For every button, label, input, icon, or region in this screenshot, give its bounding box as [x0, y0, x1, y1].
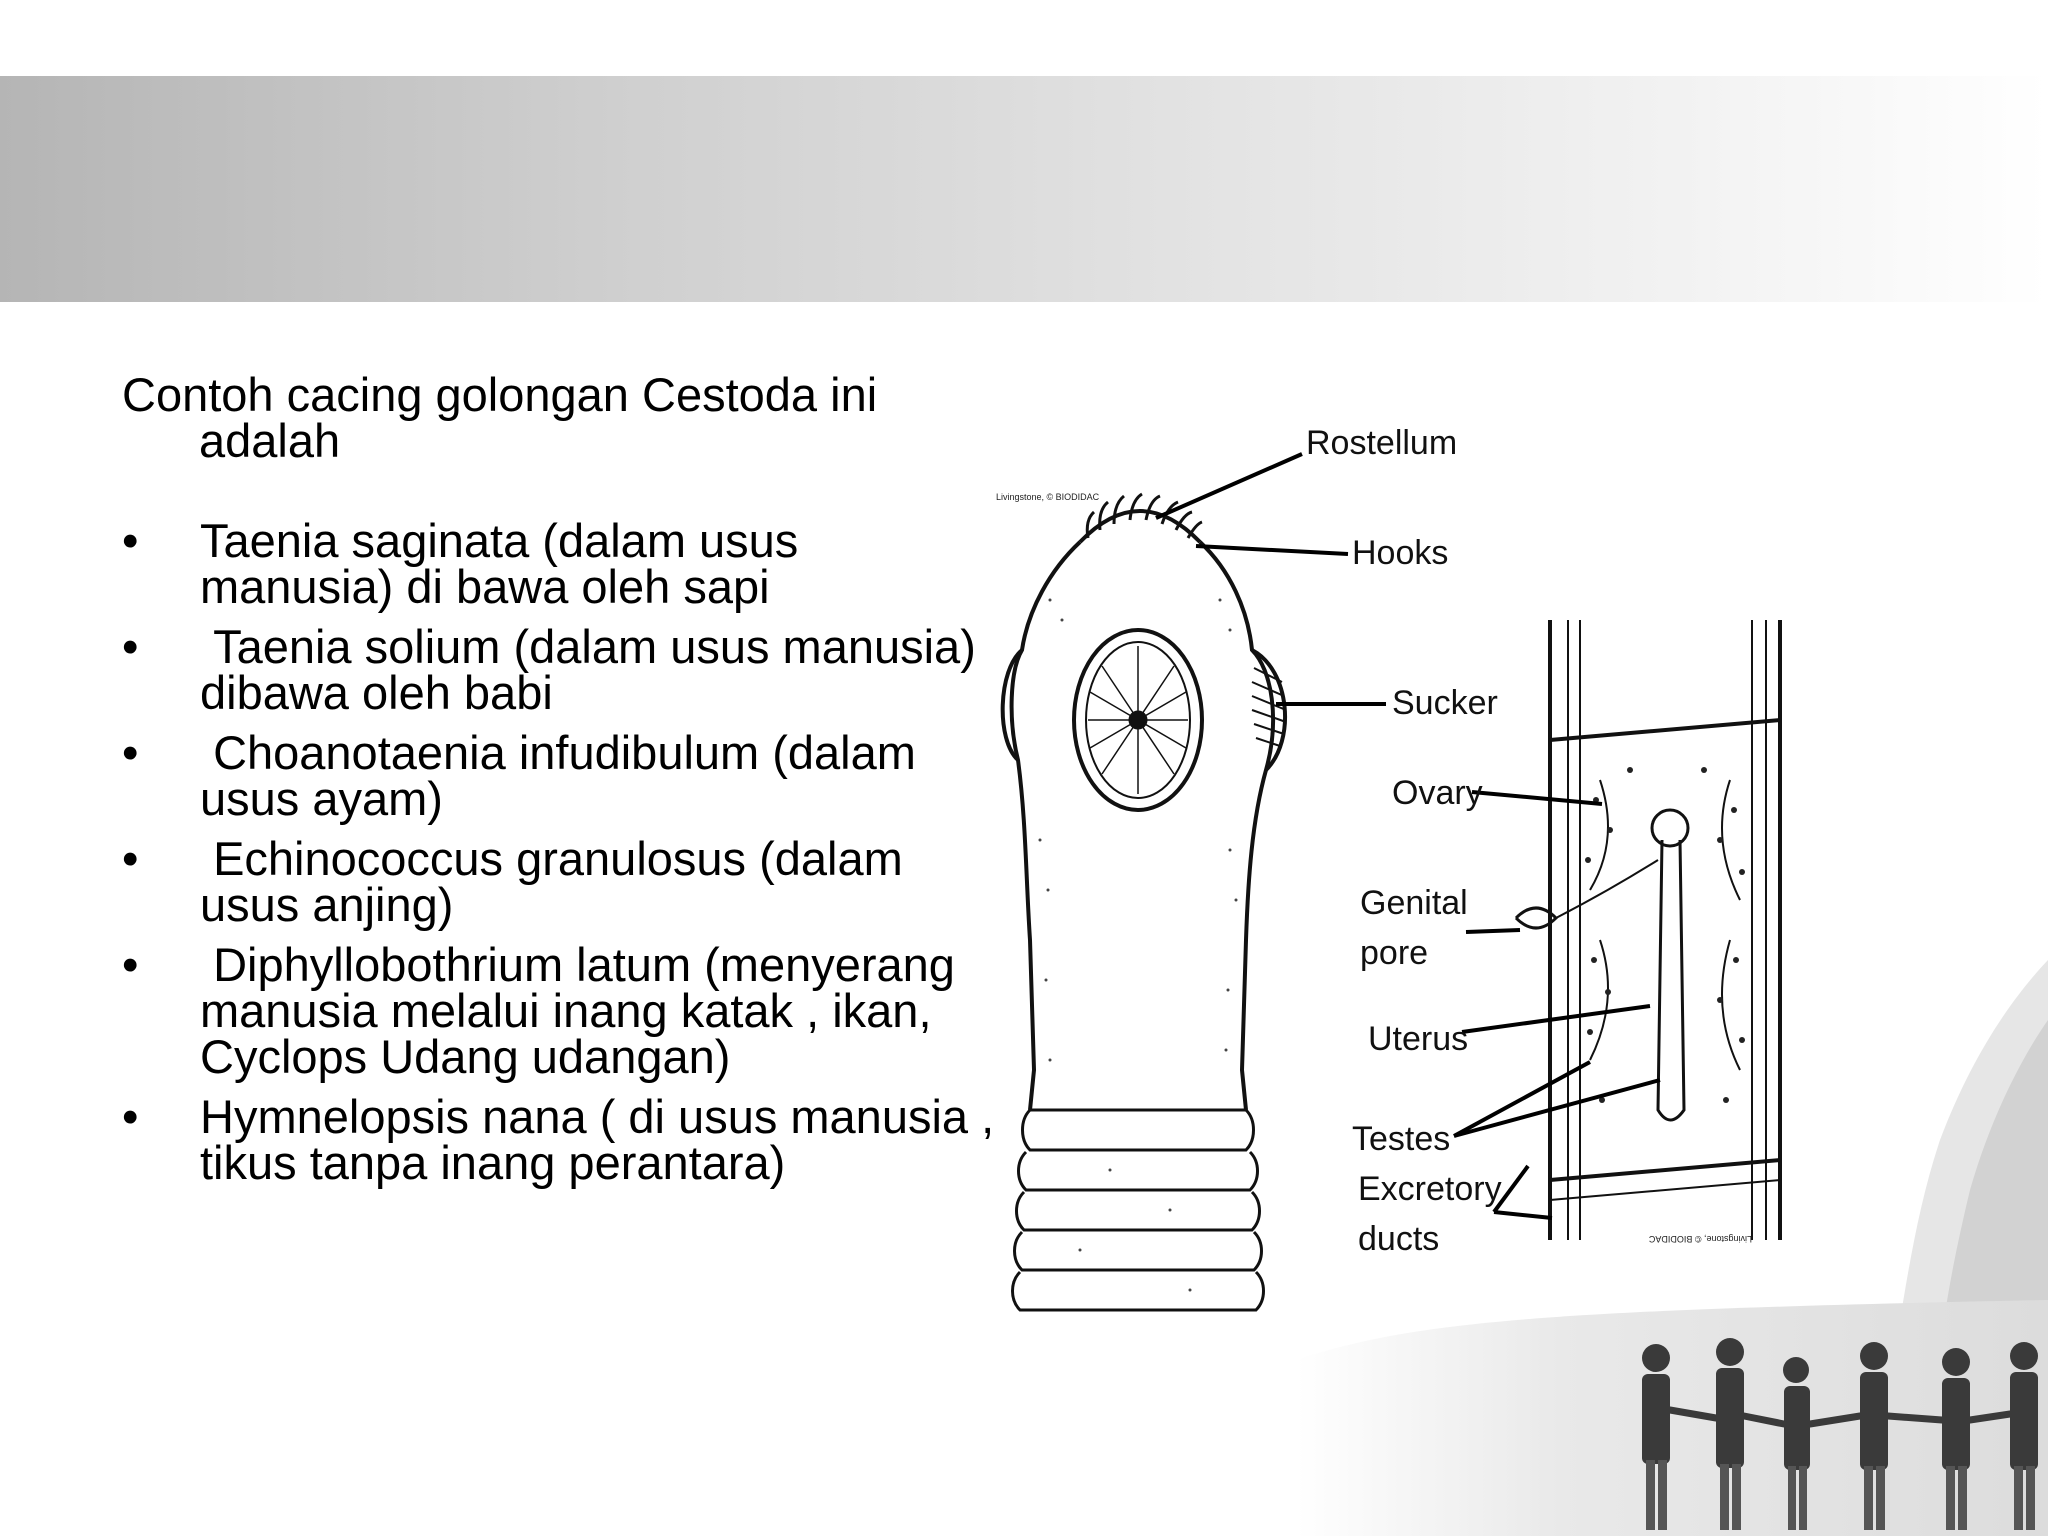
label-sucker: Sucker: [1392, 684, 1498, 722]
intro-text: Contoh cacing golongan Cestoda ini adalah: [122, 368, 878, 467]
example-list: [122, 514, 1008, 1189]
label-hooks: Hooks: [1352, 534, 1449, 572]
list-item: • Choanotaenia infudibulum (dalam usus ayam): [122, 726, 929, 825]
bullet-glyph: •: [122, 726, 139, 779]
tapeworm-diagram: [990, 420, 1950, 1320]
label-genital: Genital: [1360, 884, 1468, 922]
label-excretory: Excretory: [1358, 1170, 1502, 1208]
bullet-glyph: •: [122, 620, 139, 673]
people-holding-hands-photo: [1296, 1300, 2048, 1536]
header-band: [0, 76, 2048, 302]
list-item: • Hymnelopsis nana ( di usus manusia , tikus tanpa inang perantara): [122, 1090, 1008, 1189]
bullet-glyph: •: [122, 514, 139, 567]
scolex-illustration: [1003, 494, 1286, 1310]
label-pore: pore: [1360, 934, 1429, 972]
bullet-glyph: •: [122, 832, 139, 885]
list-item: • Diphyllobothrium latum (menyerang manusia melalui inang katak , ikan, Cyclops Udang udangan): [122, 938, 969, 1083]
label-ducts: ducts: [1358, 1220, 1440, 1258]
decorative-swoosh: [1900, 960, 2048, 1320]
list-item: • Echinococcus granulosus (dalam usus anjing): [122, 832, 916, 931]
slide-text: [122, 368, 1008, 1200]
label-rostellum: Rostellum: [1306, 424, 1458, 462]
credit-right: Livingstone, © BIODIDAC: [1648, 1234, 1752, 1244]
bullet-glyph: •: [122, 1090, 139, 1143]
credit-left: Livingstone, © BIODIDAC: [996, 492, 1100, 502]
list-item: • Taenia saginata (dalam usus manusia) di bawa oleh sapi: [122, 514, 812, 613]
bullet-glyph: •: [122, 938, 139, 991]
proglottid-illustration: [1516, 620, 1780, 1240]
label-uterus: Uterus: [1368, 1020, 1469, 1058]
list-item: • Taenia solium (dalam usus manusia) dibawa oleh babi: [122, 620, 989, 719]
label-testes: Testes: [1352, 1120, 1451, 1158]
proglottid-dots: [1585, 767, 1745, 1103]
label-ovary: Ovary: [1392, 774, 1483, 812]
